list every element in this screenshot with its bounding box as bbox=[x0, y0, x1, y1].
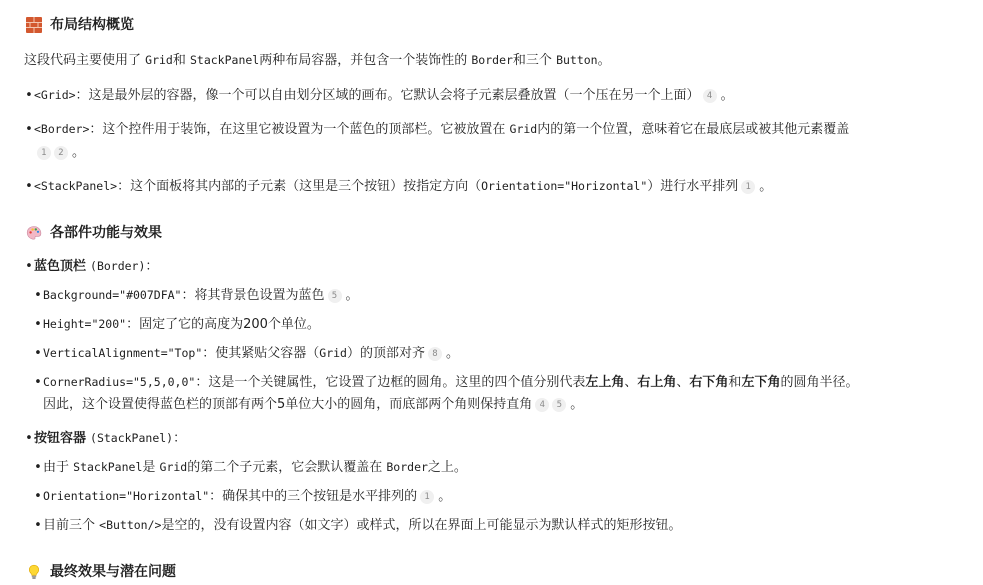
list-item-continuation: 1 2 。 bbox=[34, 143, 85, 163]
list-item-continuation: 因此，这个设置使得蓝色栏的顶部有两个5单位大小的圆角，而底部两个角则保持直角 4 5 。 bbox=[43, 397, 584, 412]
citation-badge[interactable]: 4 bbox=[535, 398, 549, 412]
list-item: •Orientation="Horizontal"：确保其中的三个按钮是水平排列的 1 。 bbox=[33, 486, 451, 507]
bullet-dot: • bbox=[34, 288, 42, 303]
list-item: •Height="200"：固定了它的高度为200个单位。 bbox=[33, 314, 320, 335]
section-title: 各部件功能与效果 bbox=[50, 225, 162, 241]
palette-icon bbox=[26, 225, 42, 241]
brick-icon bbox=[26, 17, 42, 33]
list-item: •CornerRadius="5,5,0,0"：这是一个关键属性，它设置了边框的圆角。这里的四个值分别代表左上角、右上角、右下角和左下角的圆角半径。 bbox=[33, 372, 858, 393]
list-item: •<StackPanel>：这个面板将其内部的子元素（这里是三个按钮）按指定方向（Orientation="Horizontal"）进行水平排列 1 。 bbox=[24, 176, 772, 197]
bullet-dot: • bbox=[34, 375, 42, 390]
citation-badge[interactable]: 4 bbox=[703, 89, 717, 103]
bullet-dot: • bbox=[34, 346, 42, 361]
bullet-dot: • bbox=[34, 489, 42, 504]
list-item: •目前三个 <Button/>是空的，没有设置内容（如文字）或样式，所以在界面上可能显示为默认样式的矩形按钮。 bbox=[33, 515, 681, 536]
citation-badge[interactable]: 8 bbox=[428, 347, 442, 361]
section-title: 布局结构概览 bbox=[50, 17, 134, 33]
bullet-dot: • bbox=[34, 317, 42, 332]
list-item: •VerticalAlignment="Top"：使其紧贴父容器（Grid）的顶部对齐 8 。 bbox=[33, 343, 459, 364]
list-item: •<Grid>：这是最外层的容器，像一个可以自由划分区域的画布。它默认会将子元素层叠放置（一个压在另一个上面） 4 。 bbox=[24, 85, 734, 106]
bullet-dot: • bbox=[34, 460, 42, 475]
bullet-dot: • bbox=[25, 122, 33, 137]
bullet-dot: • bbox=[25, 431, 33, 446]
citation-badge[interactable]: 1 bbox=[741, 180, 755, 194]
bullet-dot: • bbox=[25, 259, 33, 274]
citation-badge[interactable]: 1 bbox=[420, 490, 434, 504]
section-title: 最终效果与潜在问题 bbox=[50, 564, 176, 580]
group-heading-stackpanel: •按钮容器 (StackPanel)： bbox=[24, 428, 186, 449]
citation-badge[interactable]: 1 bbox=[37, 146, 51, 160]
citation-badge[interactable]: 2 bbox=[54, 146, 68, 160]
lightbulb-icon bbox=[26, 564, 42, 580]
bullet-dot: • bbox=[25, 88, 33, 103]
intro-paragraph: 这段代码主要使用了 Grid和 StackPanel两种布局容器，并包含一个装饰性的 Border和三个 Button。 bbox=[24, 53, 611, 68]
section-heading-result bbox=[26, 562, 176, 582]
section-heading-layout bbox=[26, 15, 134, 35]
list-item: •<Border>：这个控件用于装饰，在这里它被设置为一个蓝色的顶部栏。它被放置在 Grid内的第一个位置，意味着它在最底层或被其他元素覆盖 bbox=[24, 119, 849, 140]
section-heading-components bbox=[26, 223, 162, 243]
citation-badge[interactable]: 5 bbox=[552, 398, 566, 412]
list-item: •Background="#007DFA"：将其背景色设置为蓝色 5 。 bbox=[33, 285, 359, 306]
group-heading-border: •蓝色顶栏 (Border)： bbox=[24, 256, 158, 277]
bullet-dot: • bbox=[34, 518, 42, 533]
bullet-dot: • bbox=[25, 179, 33, 194]
citation-badge[interactable]: 5 bbox=[328, 289, 342, 303]
list-item: •由于 StackPanel是 Grid的第二个子元素，它会默认覆盖在 Border之上。 bbox=[33, 457, 467, 478]
